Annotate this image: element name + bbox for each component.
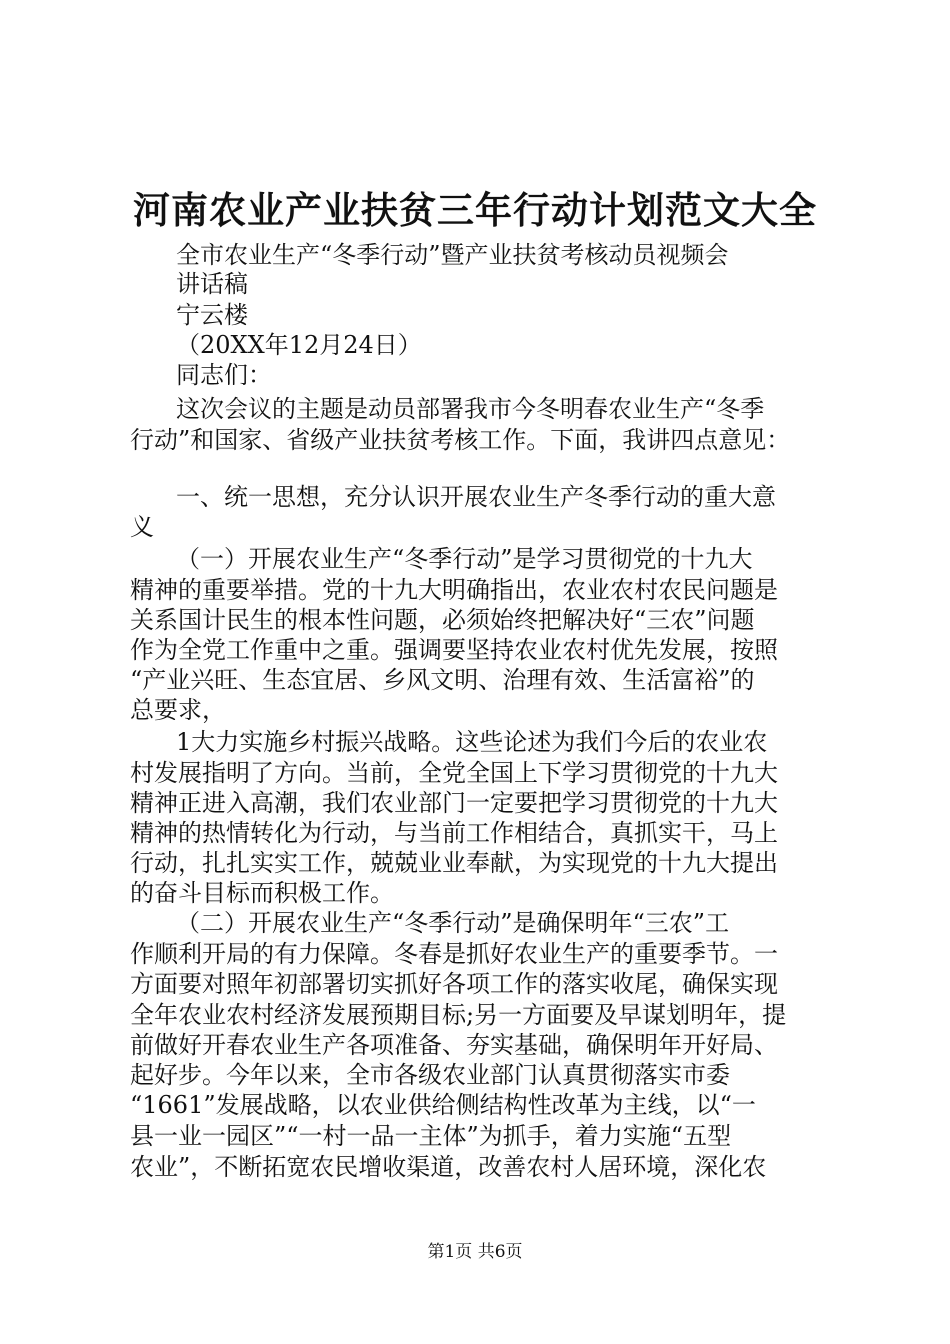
body-line: 讲话稿 xyxy=(176,270,248,298)
body-line: 作为全党工作重中之重。强调要坚持农业农村优先发展，按照 xyxy=(130,636,778,664)
body-line: 行动，扎扎实实工作，兢兢业业奉献，为实现党的十九大提出 xyxy=(130,849,778,877)
body-line: 关系国计民生的根本性问题，必须始终把解决好“三农”问题 xyxy=(130,606,755,634)
body-line: 全市农业生产“冬季行动”暨产业扶贫考核动员视频会 xyxy=(176,241,729,269)
body-line: 村发展指明了方向。当前，全党全国上下学习贯彻党的十九大 xyxy=(130,759,778,787)
document-title: 河南农业产业扶贫三年行动计划范文大全 xyxy=(133,188,817,232)
body-line: 1大力实施乡村振兴战略。这些论述为我们今后的农业农 xyxy=(176,728,768,756)
body-line: （二）开展农业生产“冬季行动”是确保明年“三农”工 xyxy=(176,909,730,937)
page-number: 第1页 共6页 xyxy=(427,1242,523,1262)
body-line: “1661”发展战略，以农业供给侧结构性改革为主线，以“一 xyxy=(130,1091,756,1119)
body-line: 县一业一园区”“一村一品一主体”为抓手，着力实施“五型 xyxy=(130,1122,732,1150)
body-line: “产业兴旺、生态宜居、乡风文明、治理有效、生活富裕”的 xyxy=(130,666,755,694)
body-line: （一）开展农业生产“冬季行动”是学习贯彻党的十九大 xyxy=(176,545,753,573)
body-line: 全年农业农村经济发展预期目标;另一方面要及早谋划明年，提 xyxy=(130,1001,787,1029)
body-line: 同志们： xyxy=(176,361,272,389)
body-line: 精神正进入高潮，我们农业部门一定要把学习贯彻党的十九大 xyxy=(130,789,778,817)
body-line: 方面要对照年初部署切实抓好各项工作的落实收尾，确保实现 xyxy=(130,970,778,998)
body-line: 总要求， xyxy=(130,696,226,724)
body-line: 一、统一思想，充分认识开展农业生产冬季行动的重大意 xyxy=(176,483,776,511)
body-line: 农业”，不断拓宽农民增收渠道，改善农村人居环境，深化农 xyxy=(130,1153,767,1181)
body-line: （20XX年12月24日） xyxy=(176,331,422,359)
body-line: 的奋斗目标而积极工作。 xyxy=(130,879,394,907)
body-line: 宁云楼 xyxy=(176,301,248,329)
body-line: 前做好开春农业生产各项准备、夯实基础，确保明年开好局、 xyxy=(130,1031,778,1059)
body-line: 这次会议的主题是动员部署我市今冬明春农业生产“冬季 xyxy=(176,395,765,423)
body-line: 起好步。今年以来，全市各级农业部门认真贯彻落实市委 xyxy=(130,1061,730,1089)
body-line: 作顺利开局的有力保障。冬春是抓好农业生产的重要季节。一 xyxy=(130,940,778,968)
body-line: 行动”和国家、省级产业扶贫考核工作。下面，我讲四点意见： xyxy=(130,426,791,454)
body-line: 义 xyxy=(130,513,154,541)
body-line: 精神的重要举措。党的十九大明确指出，农业农村农民问题是 xyxy=(130,576,778,604)
body-line: 精神的热情转化为行动，与当前工作相结合，真抓实干，马上 xyxy=(130,819,778,847)
